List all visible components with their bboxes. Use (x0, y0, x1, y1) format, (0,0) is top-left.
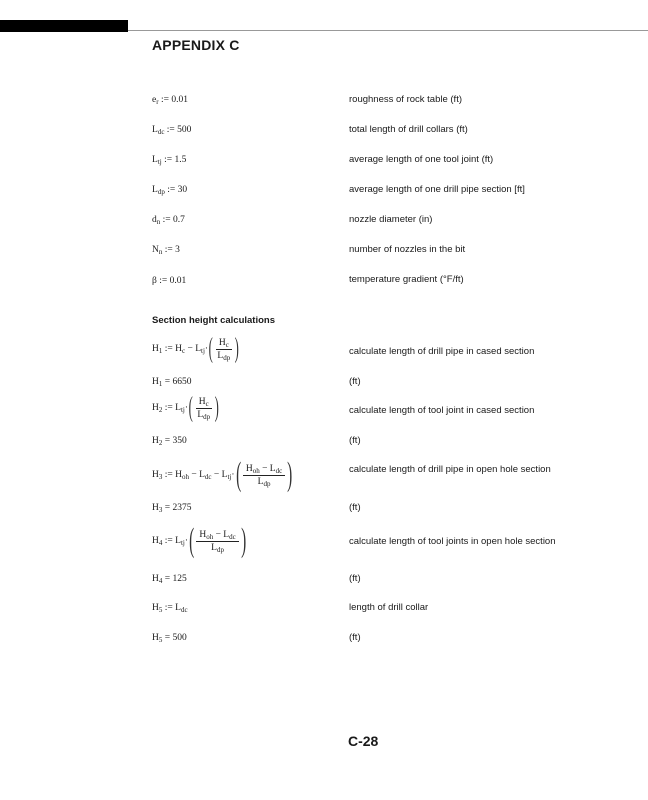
h5-desc: length of drill collar (349, 602, 429, 613)
param-tool-joint-length-desc: average length of one tool joint (ft) (349, 154, 494, 165)
header-rule (128, 30, 648, 31)
h5-equation: $H_5$ := $L_{dc}$ (152, 603, 188, 614)
param-drill-pipe-length-desc: average length of one drill pipe section [ft] (349, 184, 525, 195)
param-temperature-gradient: β := 0.01 (152, 276, 187, 286)
section-heading: Section height calculations (152, 315, 275, 326)
h3-result: $H_3 = 2375$ (152, 503, 192, 514)
h1-unit: (ft) (349, 376, 361, 387)
param-nozzle-diameter: $d_n$ := 0.7 (152, 215, 185, 226)
param-roughness-desc: roughness of rock table (ft) (349, 94, 462, 105)
param-nozzle-diameter-desc: nozzle diameter (in) (349, 214, 433, 225)
header-bar (0, 20, 128, 32)
appendix-title: APPENDIX C (152, 37, 240, 53)
h4-result: $H_4 = 125$ (152, 574, 187, 585)
param-collar-length-desc: total length of drill collars (ft) (349, 124, 468, 135)
param-nozzle-count: $N_n$ := 3 (152, 245, 180, 256)
h5-unit: (ft) (349, 632, 361, 643)
h2-desc: calculate length of tool joint in cased section (349, 405, 535, 416)
h5-result: $H_5 = 500$ (152, 633, 187, 644)
h4-desc: calculate length of tool joints in open hole section (349, 536, 556, 547)
h1-result: $H_1 = 6650$ (152, 377, 192, 388)
h2-unit: (ft) (349, 435, 361, 446)
h1-equation: $H_1$ := $H_c - L_{tj}\cdot$ ( $\frac{H_c}{L_{dp}}$ ) (152, 333, 239, 364)
param-collar-length: $L_{dc}$ := 500 (152, 125, 192, 136)
h1-desc: calculate length of drill pipe in cased section (349, 346, 535, 357)
h4-unit: (ft) (349, 573, 361, 584)
param-nozzle-count-desc: number of nozzles in the bit (349, 244, 466, 255)
param-tool-joint-length: $L_{tj}$ := 1.5 (152, 155, 187, 166)
h4-equation: $H_4$ := $L_{tj}\cdot$ ( $\frac{H_{oh} - L_{dc}}{L_{dp}}$ ) (152, 522, 246, 559)
h2-equation: $H_2$ := $L_{tj}\cdot$ ( $\frac{H_c}{L_{dp}}$ ) (152, 392, 219, 423)
h3-equation: $H_3$ := $H_{oh} - L_{dc} - L_{tj}\cdot$ ( $\frac{H_{oh} - L_{dc}}{L_{dp}}$ ) (152, 456, 293, 493)
h3-desc: calculate length of drill pipe in open hole section (349, 464, 551, 475)
param-roughness: $e_r$ := 0.01 (152, 95, 188, 106)
h3-unit: (ft) (349, 502, 361, 513)
param-temperature-gradient-desc: temperature gradient (°F/ft) (349, 274, 464, 285)
page-number: C-28 (348, 733, 379, 749)
param-drill-pipe-length: $L_{dp}$ := 30 (152, 185, 188, 196)
h2-result: $H_2 = 350$ (152, 436, 187, 447)
